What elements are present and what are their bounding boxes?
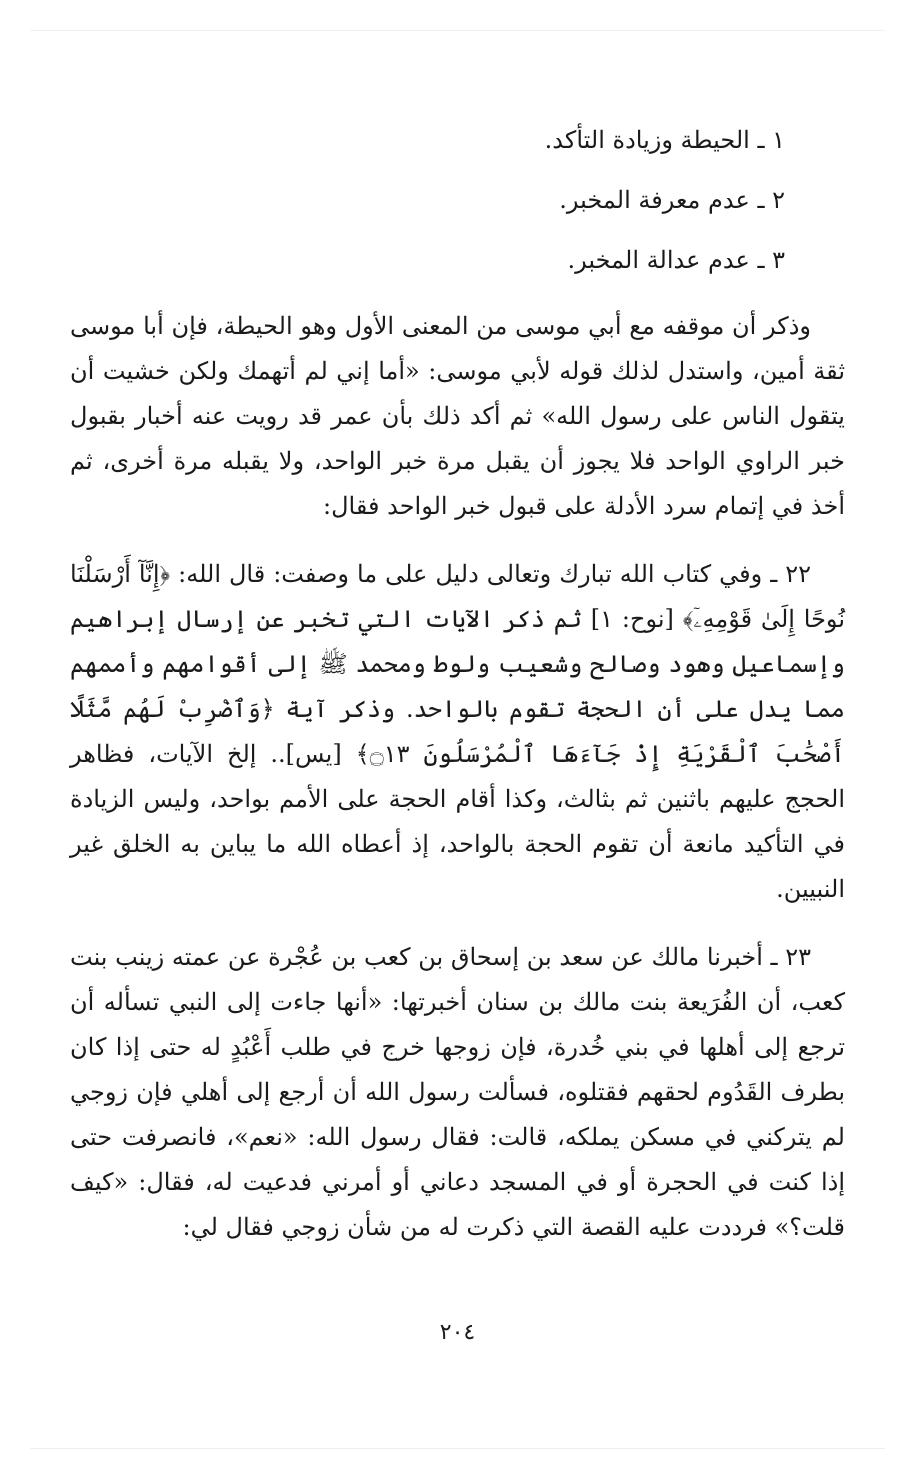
paragraph-23: ٢٣ ـ أخبرنا مالك عن سعد بن إسحاق بن كعب بن عُجْرة عن عمته زينب بنت كعب، أن الفُرَيعة بنت مالك بن سنان أخبرتها: «أنها جاءت إلى النبي تسأله أن ترجع إلى أهلها في بني خُدرة، فإن زوجها خرج في طلب أَعْبُدٍ له حتى إذا كان بطرف القَدُوم لحقهم فقتلوه، فسألت رسول الله أن أرجع إلى أهلي فإن زوجي لم يتركني في مسكن يملكه، قالت: فقال رسول الله: «نعم»، فانصرفت حتى إذا كنت في الحجرة أو في المسجد دعاني أو أمرني فدعيت له، فقال: «كيف قلت؟» فرددت عليه القصة التي ذكرت له من شأن زوجي فقال لي:	[70, 943, 845, 1241]
paragraph-abu-musa: وذكر أن موقفه مع أبي موسى من المعنى الأول وهو الحيطة، فإن أبا موسى ثقة أمين، واستدل لذلك قوله لأبي موسى: «أما إني لم أتهمك ولكن خشيت أن يتقول الناس على رسول الله» ثم أكد ذلك بأن عمر قد رويت عنه أخبار بقبول خبر الراوي الواحد فلا يجوز أن يقبل مرة خبر الواحد، ولا يقبله مرة أخرى، ثم أخذ في إتمام سرد الأدلة على قبول خبر الواحد فقال:	[70, 312, 846, 520]
page-body	[70, 110, 845, 1250]
list-item: ١ ـ الحيطة وزيادة التأكد.	[544, 126, 785, 154]
numbered-list	[70, 110, 845, 290]
list-item: ٣ ـ عدم عدالة المخبر.	[567, 246, 785, 274]
scan-edge-top	[30, 30, 885, 31]
page-number: ٢٠٤	[439, 1320, 476, 1345]
scan-edge-bottom	[30, 1448, 885, 1449]
paragraph-22: ٢٢ ـ وفي كتاب الله تبارك وتعالى دليل على ما وصفت: قال الله: ﴿إِنَّآ أَرْسَلْنَا نُوحًا إِلَىٰ قَوْمِهِۦٓ﴾ [نوح: ١] ثم ذكر الآيات التي تخبر عن إرسال إبراهيم وإسماعيل وهود وصالح وشعيب ولوط ومحمد ﷺ إلى أقوامهم وأممهم مما يدل على أن الحجة تقوم بالواحد. وذكر آية ﴿وَٱضْرِبْ لَهُم مَّثَلًا أَصْحَٰبَ ٱلْقَرْيَةِ إِذْ جَآءَهَا ٱلْمُرْسَلُونَ ۝١٣﴾ [يس].. إلخ الآيات، فظاهر الحجج عليهم باثنين ثم بثالث، وكذا أقام الحجة على الأمم بواحد، وليس الزيادة في التأكيد مانعة أن تقوم الحجة بالواحد، إذ أعطاه الله ما يباين به الخلق غير النبيين.	[70, 560, 845, 903]
list-item: ٢ ـ عدم معرفة المخبر.	[559, 186, 785, 214]
